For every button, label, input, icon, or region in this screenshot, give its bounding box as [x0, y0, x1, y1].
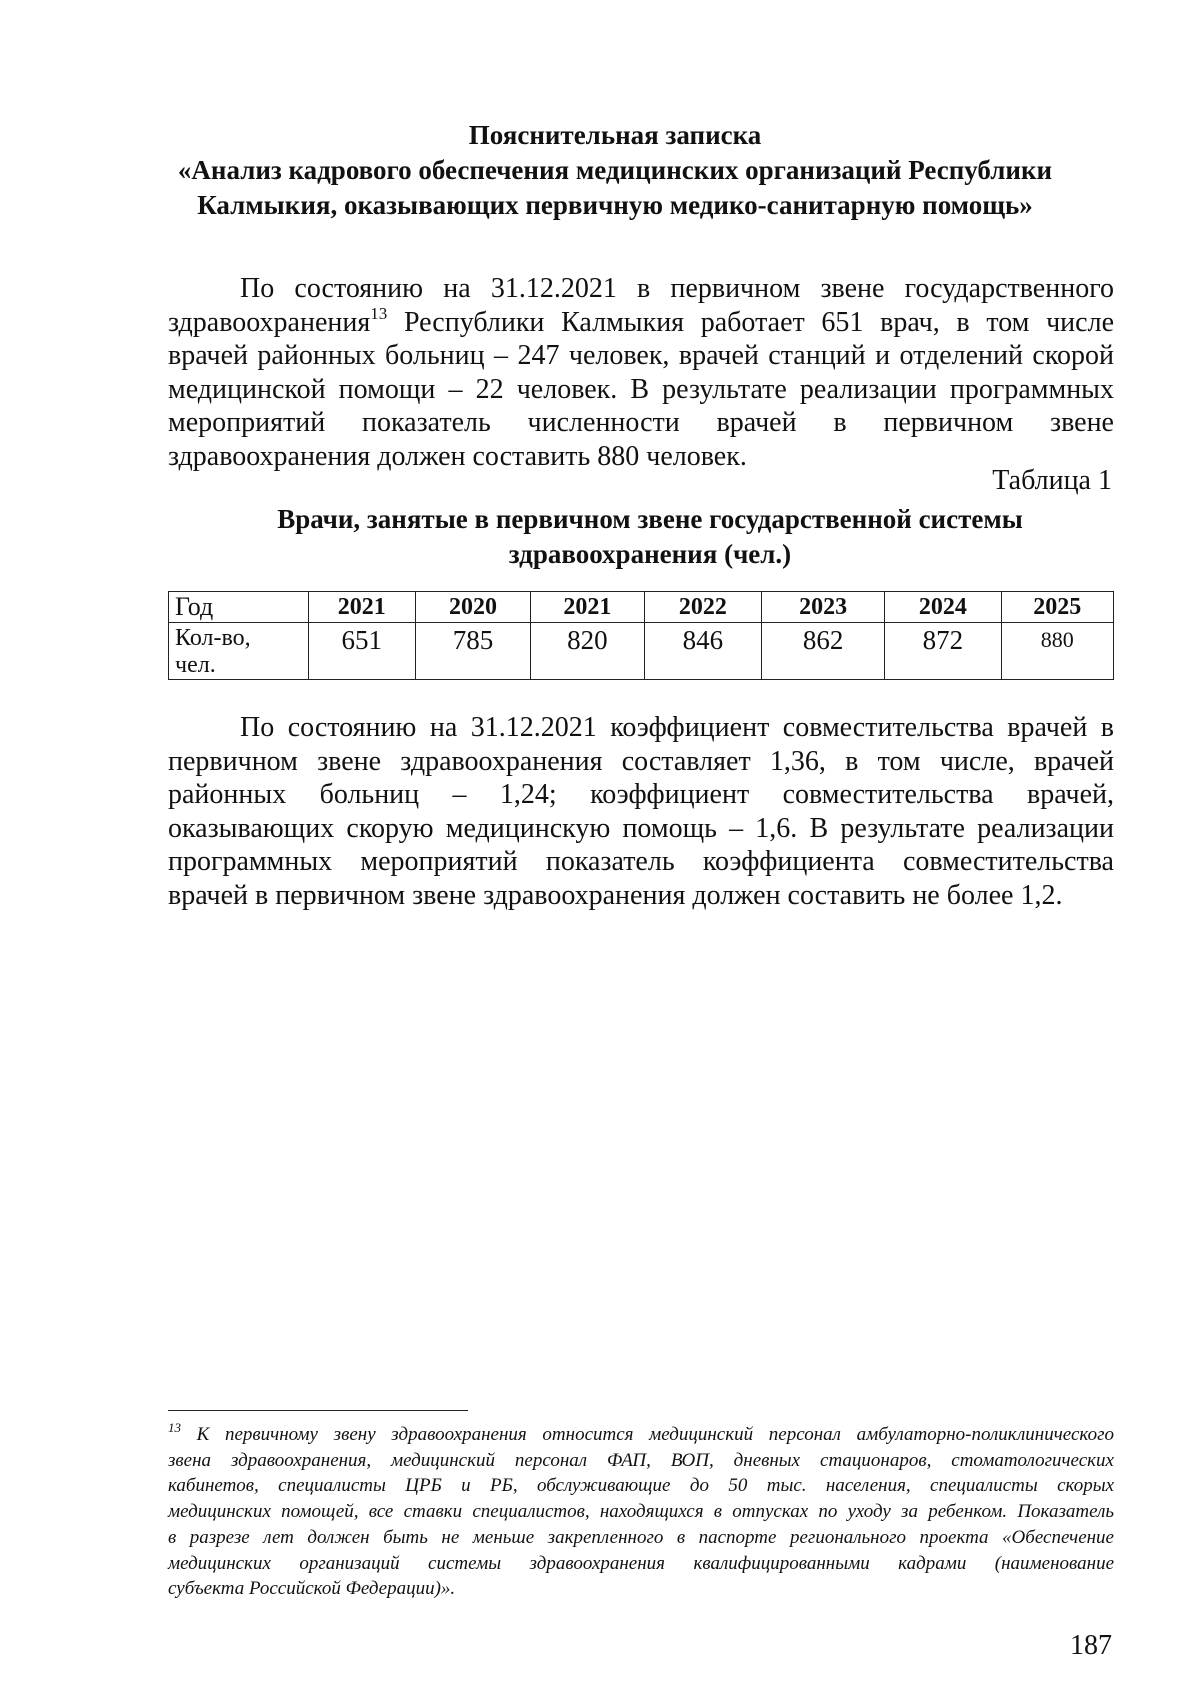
- table-title: [200, 502, 1100, 572]
- footnote-number: 13: [168, 1420, 181, 1435]
- paragraph-line: первичном звене здравоохранения составляет 1,36, в том числе, врачей: [168, 745, 1114, 777]
- footnote: [168, 1422, 1114, 1602]
- paragraph-line: медицинской помощи – 22 человек. В результате реализации программных: [168, 373, 1114, 405]
- header-cell: Год: [169, 592, 309, 623]
- footnote-line: медицинских организаций системы здравоохранения квалифицированными кадрами (наименование: [168, 1552, 1114, 1574]
- header-cell: 2025: [1001, 592, 1113, 623]
- value-cell: 846: [644, 623, 762, 680]
- header-cell: 2024: [885, 592, 1002, 623]
- paragraph-line: врачей в первичном звене здравоохранения должен составить не более 1,2.: [168, 879, 1063, 911]
- header-cell: 2023: [762, 592, 885, 623]
- footnote-separator: [168, 1410, 468, 1411]
- document-title: [150, 118, 1080, 223]
- value-cell: 872: [885, 623, 1002, 680]
- value-cell: 820: [531, 623, 644, 680]
- paragraph-line: оказывающих скорую медицинскую помощь – 1,6. В результате реализации: [168, 812, 1114, 844]
- paragraph-line: [168, 303, 1114, 340]
- footnote-line: звена здравоохранения, медицинский персонал ФАП, ВОП, дневных стационаров, стоматологических: [168, 1449, 1114, 1471]
- paragraph-text: здравоохранения: [168, 306, 371, 338]
- header-cell: 2021: [308, 592, 415, 623]
- footnote-text: К первичному звену здравоохранения относится медицинский персонал амбулаторно-поликлинического: [181, 1424, 1114, 1445]
- paragraph-line: здравоохранения должен составить 880 человек.: [168, 440, 747, 472]
- table-label: Таблица 1: [992, 465, 1112, 496]
- paragraph-line: мероприятий показатель численности врачей в первичном звене: [168, 407, 1114, 438]
- paragraph-text: Республики Калмыкия работает 651 врач, в том числе: [387, 306, 1114, 338]
- value-cell: 785: [415, 623, 530, 680]
- paragraph-line: По состоянию на 31.12.2021 в первичном звене государственного: [240, 273, 1114, 304]
- value-cell: 880: [1001, 623, 1113, 680]
- title-line: Пояснительная записка: [468, 120, 762, 150]
- footnote-line: в разрезе лет должен быть не меньше закрепленного в паспорте регионального проекта «Обеспечение: [168, 1526, 1114, 1548]
- header-cell: 2020: [415, 592, 530, 623]
- table-header-row: [169, 592, 1114, 623]
- header-cell: 2021: [531, 592, 644, 623]
- footnote-line: [168, 1422, 1114, 1448]
- paragraph-line: программных мероприятий показатель коэффициента совместительства: [168, 846, 1114, 877]
- paragraph-line: По состоянию на 31.12.2021 коэффициент совместительства врачей в: [240, 712, 1114, 743]
- title-line: Калмыкия, оказывающих первичную медико-санитарную помощь»: [197, 190, 1033, 220]
- paragraph-doctors-count: [168, 272, 1114, 473]
- header-cell: 2022: [644, 592, 762, 623]
- footnote-line: кабинетов, специалисты ЦРБ и РБ, обслуживающие до 50 тыс. населения, специалисты скорых: [168, 1475, 1114, 1497]
- paragraph-line: районных больниц – 1,24; коэффициент совместительства врачей,: [168, 779, 1114, 810]
- paragraph-coefficient: [168, 711, 1114, 912]
- footnote-line: медицинских помощей, все ставки специалистов, находящихся в отпусках по уходу за ребенком. Показатель: [168, 1501, 1114, 1523]
- table-title-line: Врачи, занятые в первичном звене государственной системы: [277, 504, 1023, 534]
- row-label-cell: [169, 623, 309, 680]
- row-label-line: Кол-во,: [175, 625, 251, 651]
- page-number: 187: [1070, 1630, 1112, 1661]
- title-line: «Анализ кадрового обеспечения медицинских организаций Республики: [177, 155, 1053, 185]
- footnote-reference: 13: [370, 303, 388, 323]
- value-cell: 651: [308, 623, 415, 680]
- doctors-table: [168, 591, 1114, 680]
- table-title-line: здравоохранения (чел.): [508, 539, 792, 569]
- row-label-line: чел.: [175, 652, 216, 678]
- footnote-line: субъекта Российской Федерации)».: [168, 1578, 456, 1600]
- value-cell: 862: [762, 623, 885, 680]
- paragraph-line: врачей районных больниц – 247 человек, врачей станций и отделений скорой: [168, 340, 1114, 371]
- table-row: [169, 623, 1114, 680]
